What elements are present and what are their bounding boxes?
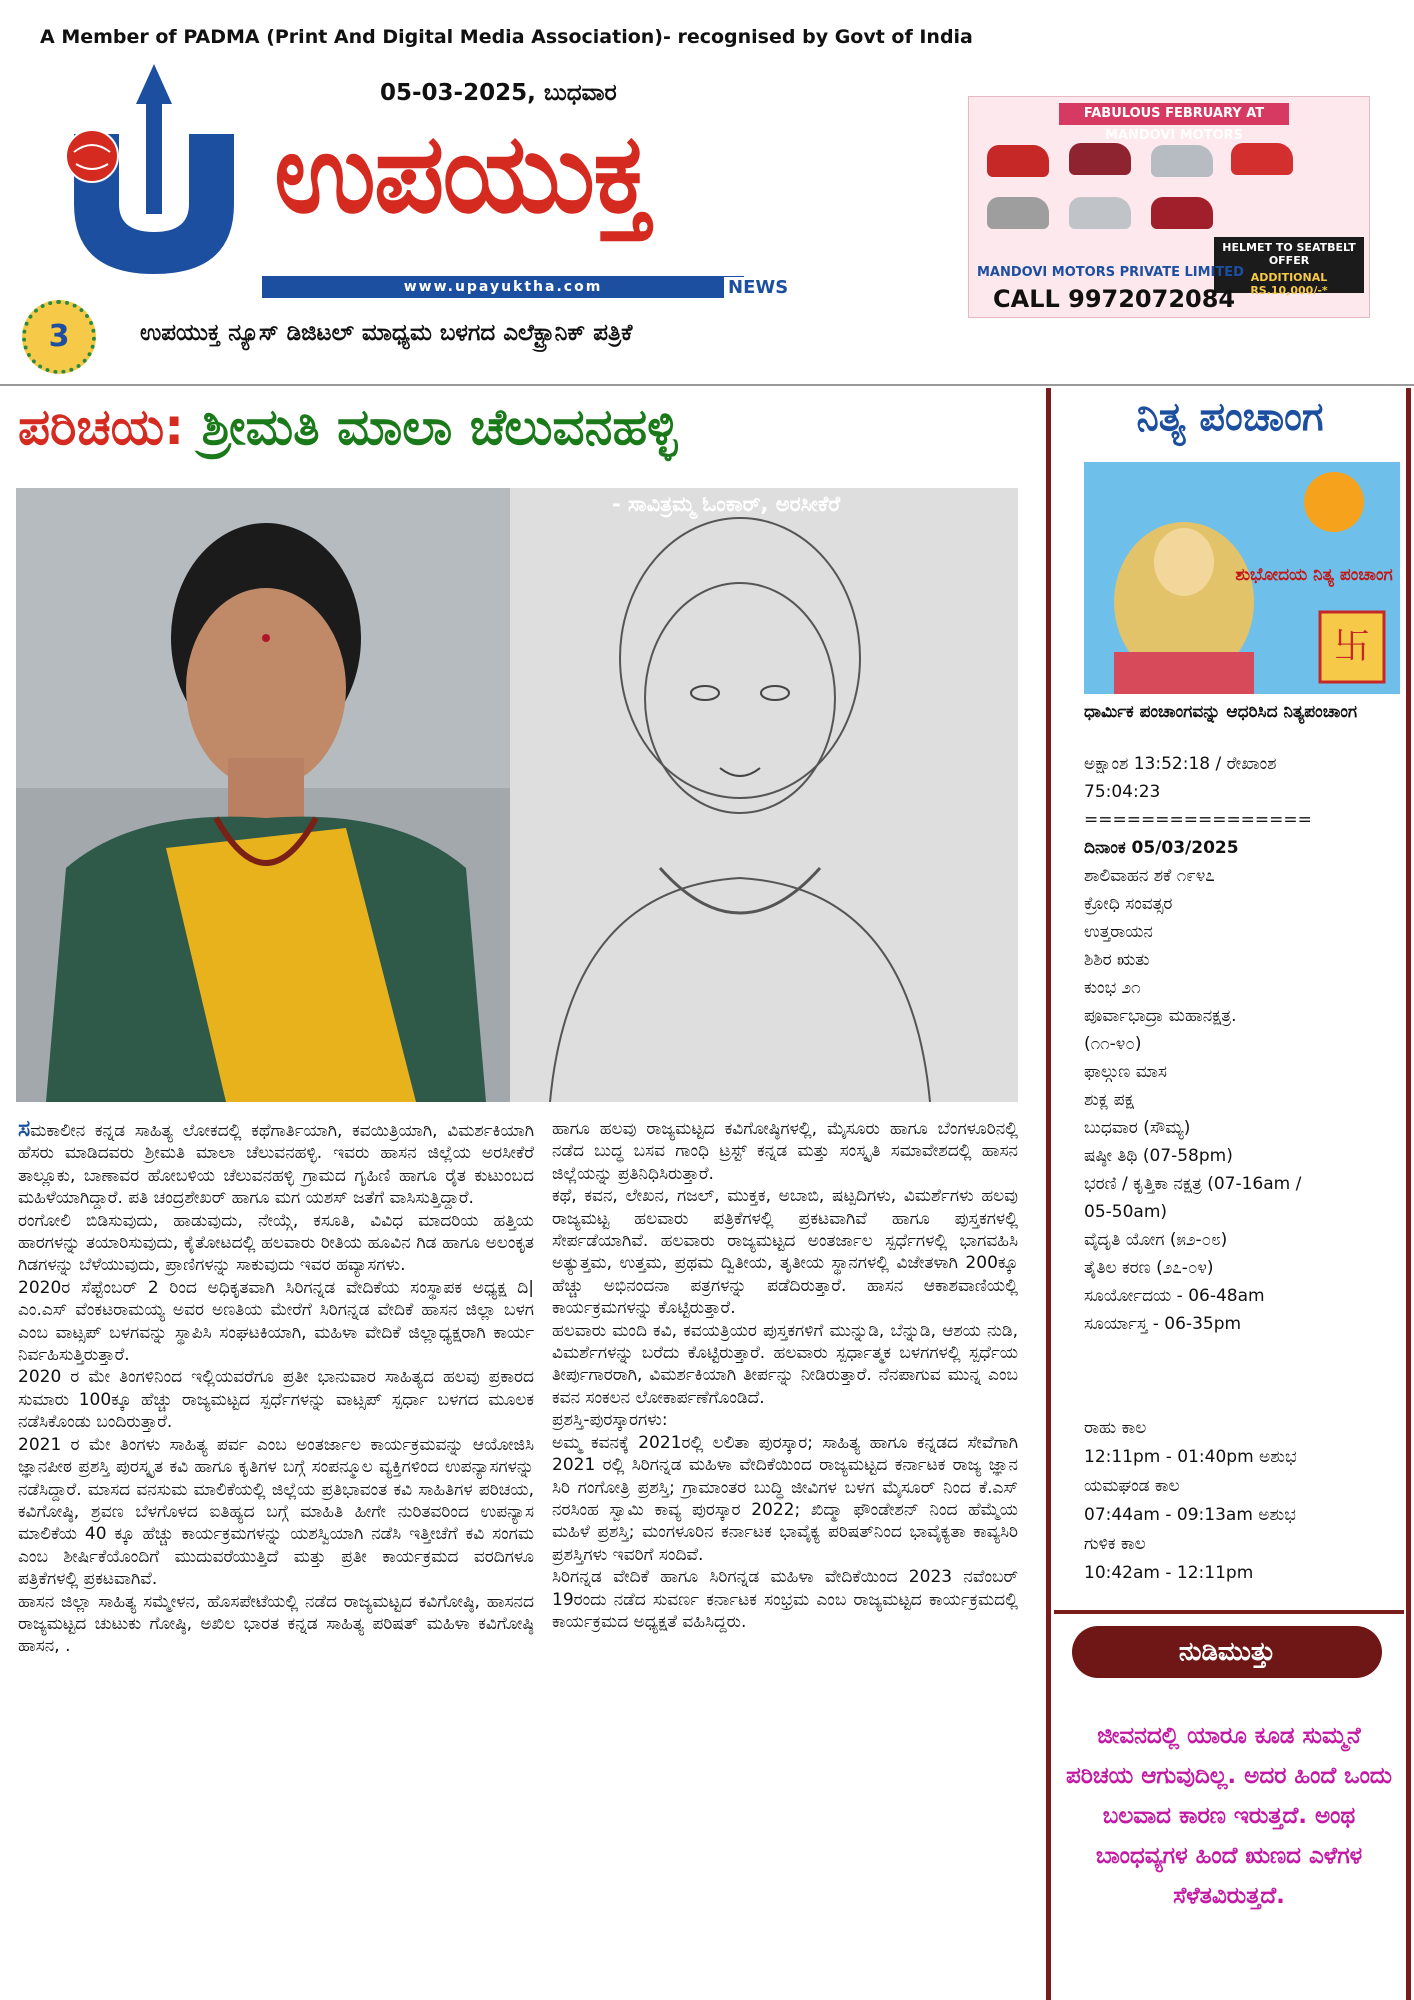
article-paragraph: ಹಾಸನ ಜಿಲ್ಲಾ ಸಾಹಿತ್ಯ ಸಮ್ಮೇಳನ, ಹೊಸಪೇಟೆಯಲ್ಲಿ ನಡೆದ ರಾಜ್ಯಮಟ್ಟದ ಕವಿಗೋಷ್ಠಿ, ಹಾಸನದ ರಾಜ್ಯಮಟ್ಟದ ಚುಟುಕು ಗೋಷ್ಠಿ, ಅಖಿಲ ಭಾರತ ಕನ್ನಡ ಸಾಹಿತ್ಯ ಪರಿಷತ್ ಮಹಿಳಾ ಕವಿಗೋಷ್ಠಿ ಹಾಸನ, .: [18, 1591, 534, 1657]
gulika-kala-label: ಗುಳಿಕ ಕಾಲ: [1084, 1534, 1146, 1554]
dealer-phone[interactable]: CALL 9972072084: [993, 285, 1236, 313]
helmet-offer-title: HELMET TO SEATBELT OFFER: [1222, 241, 1356, 267]
car-icon: [1069, 143, 1131, 175]
panchanga-title: ನಿತ್ಯ ಪಂಚಾಂಗ: [1136, 394, 1324, 440]
panchanga-image-caption: ಶುಭೋದಯ ನಿತ್ಯ ಪಂಚಾಂಗ: [1235, 565, 1393, 585]
article-column-left: [18, 1118, 534, 1658]
panchanga-line: ಭರಣಿ / ಕೃತ್ತಿಕಾ ನಕ್ಷತ್ರ (07-16am /: [1084, 1174, 1302, 1194]
masthead-tagline: ಉಪಯುಕ್ತ ನ್ಯೂಸ್ ಡಿಜಿಟಲ್ ಮಾಧ್ಯಮ ಬಳಗದ ಎಲೆಕ್ಟ್ರಾನಿಕ್ ಪತ್ರಿಕೆ: [140, 320, 633, 346]
panchanga-line: ಸೂರ್ಯೋದಯ - 06-48am: [1084, 1286, 1265, 1306]
header-divider: [0, 384, 1414, 386]
issue-date: 05-03-2025, ಬುಧವಾರ: [380, 80, 617, 106]
car-icon: [1069, 197, 1131, 229]
panchanga-line: ಶುಕ್ಲ ಪಕ್ಷ: [1084, 1090, 1134, 1110]
mandovi-motors-advertisement[interactable]: [968, 96, 1370, 318]
dealer-name: MANDOVI MOTORS PRIVATE LIMITED: [977, 265, 1244, 280]
article-paragraph: 2020 ರ ಮೇ ತಿಂಗಳಿನಿಂದ ಇಲ್ಲಿಯವರೆಗೂ ಪ್ರತೀ ಭಾನುವಾರ ಸಾಹಿತ್ಯದ ಹಲವು ಪ್ರಕಾರದ ಸುಮಾರು 100ಕ್ಕೂ ಹೆಚ್ಚು ರಾಜ್ಯಮಟ್ಟದ ಸ್ಪರ್ಧೆಗಳನ್ನು ವಾಟ್ಸಪ್ ಸ್ಪರ್ಧಾ ಬಳಗದ ಮೂಲಕ ನಡೆಸಿಕೊಂಡು ಬಂದಿರುತ್ತಾರೆ.: [18, 1367, 534, 1433]
inauspicious-times: [1084, 1414, 1394, 1588]
nudimuttu-label: ನುಡಿಮುತ್ತು: [1072, 1626, 1382, 1678]
panchanga-line: ಷಷ್ಠೀ ತಿಥಿ (07-58pm): [1084, 1146, 1233, 1166]
panchanga-date: ದಿನಾಂಕ 05/03/2025: [1084, 838, 1239, 858]
panchanga-line: ಬುಧವಾರ (ಸೌಮ್ಯ): [1084, 1118, 1191, 1138]
article-column-right: [552, 1118, 1018, 1633]
article-paragraph: ಸಿರಿಗನ್ನಡ ವೇದಿಕೆ ಹಾಗೂ ಸಿರಿಗನ್ನಡ ಮಹಿಳಾ ವೇದಿಕೆಯಿಂದ 2023 ನವೆಂಬರ್ 19ರಂದು ನಡೆದ ಸುವರ್ಣ ಕರ್ನಾಟಕ ಸಂಭ್ರಮ ಎಂಬ ರಾಜ್ಯಮಟ್ಟದ ಕಾರ್ಯಕ್ರಮದಲ್ಲಿ ಕಾರ್ಯಕ್ರಮದ ಅಧ್ಯಕ್ಷತೆ ವಹಿಸಿದ್ದರು.: [552, 1567, 1018, 1632]
panchanga-line: ವೈದೃತಿ ಯೋಗ (೫೨-೦೮): [1084, 1230, 1228, 1250]
panchanga-line: ಅಕ್ಷಾಂಶ 13:52:18 / ರೇಖಾಂಶ: [1084, 754, 1277, 774]
panchanga-line: 75:04:23: [1084, 782, 1161, 802]
article-paragraph: ಹಾಗೂ ಹಲವು ರಾಜ್ಯಮಟ್ಟದ ಕವಿಗೋಷ್ಠಿಗಳಲ್ಲಿ, ಮೈಸೂರು ಹಾಗೂ ಬೆಂಗಳೂರಿನಲ್ಲಿ ನಡೆದ ಬುದ್ಧ ಬಸವ ಗಾಂಧಿ ಟ್ರಸ್ಟ್ ಕನ್ನಡ ಮತ್ತು ಸಂಸ್ಕೃತಿ ಸಮಾವೇಶದಲ್ಲಿ ಹಾಸನ ಜಿಲ್ಲೆಯನ್ನು ಪ್ರತಿನಿಧಿಸಿರುತ್ತಾರೆ.: [552, 1119, 1018, 1184]
panchanga-line: 05-50am): [1084, 1202, 1168, 1222]
article-title-prefix: ಪರಿಚಯ:: [18, 398, 185, 456]
news-label: NEWS: [724, 277, 792, 298]
panchanga-line: ತೈತಿಲ ಕರಣ (೨೭-೦೪): [1084, 1258, 1214, 1278]
article-paragraph: ಕಥೆ, ಕವನ, ಲೇಖನ, ಗಜಲ್, ಮುಕ್ತಕ, ಅಬಾಬಿ, ಷಟ್ಪದಿಗಳು, ವಿಮರ್ಶೆಗಳು ಹಲವು ರಾಜ್ಯಮಟ್ಟ ಹಲವಾರು ಪತ್ರಿಕೆಗಳಲ್ಲಿ ಪ್ರಕಟವಾಗಿವೆ ಹಾಗೂ ಪುಸ್ತಕಗಳಲ್ಲಿ ಸೇರ್ಪಡೆಯಾಗಿವೆ. ಹಲವಾರು ರಾಜ್ಯಮಟ್ಟದ ಅಂತರ್ಜಾಲ ಸ್ಪರ್ಧೆಗಳಲ್ಲಿ ಭಾಗವಹಿಸಿ ಅತ್ಯುತ್ತಮ, ಉತ್ತಮ, ಪ್ರಥಮ ದ್ವಿತೀಯ, ತೃತೀಯ ಸ್ಥಾನಗಳಲ್ಲಿ ವಿಜೇತಳಾಗಿ 200ಕ್ಕೂ ಹೆಚ್ಚು ಅಭಿನಂದನಾ ಪತ್ರಗಳನ್ನು ಪಡೆದಿರುತ್ತಾರೆ. ಹಾಸನ ಆಕಾಶವಾಣಿಯಲ್ಲಿ ಕಾರ್ಯಕ್ರಮಗಳನ್ನು ಕೊಟ್ಟಿರುತ್ತಾರೆ.: [552, 1186, 1018, 1319]
panchanga-details: [1084, 750, 1394, 1338]
ganesha-illustration: [1084, 462, 1400, 694]
masthead-title: ಉಪಯುಕ್ತ: [274, 109, 651, 237]
panchanga-line: ಪೂರ್ವಾಭಾದ್ರಾ ಮಹಾನಕ್ಷತ್ರ.: [1084, 1006, 1237, 1026]
panchanga-line: ಶಿಶಿರ ಋತು: [1084, 950, 1150, 970]
article-paragraph: 2020ರ ಸೆಪ್ಟೆಂಬರ್ 2 ರಿಂದ ಅಧಿಕೃತವಾಗಿ ಸಿರಿಗನ್ನಡ ವೇದಿಕೆಯ ಸಂಸ್ಥಾಪಕ ಅಧ್ಯಕ್ಷ ದಿ| ಎಂ.ಎಸ್ ವೆಂಕಟರಾಮಯ್ಯ ಅವರ ಅಣತಿಯ ಮೇರೆಗೆ ಸಿರಿಗನ್ನಡ ವೇದಿಕೆ ಹಾಸನ ಜಿಲ್ಲಾ ಬಳಗ ಎಂಬ ವಾಟ್ಸಪ್ ಬಳಗವನ್ನು ಸ್ಥಾಪಿಸಿ ಸಂಘಟಕಿಯಾಗಿ, ಮಹಿಳಾ ವೇದಿಕೆ ಜಿಲ್ಲಾಧ್ಯಕ್ಷರಾಗಿ ಕಾರ್ಯ ನಿರ್ವಹಿಸುತ್ತಿರುತ್ತಾರೆ.: [18, 1277, 534, 1366]
author-sketch: [510, 488, 1018, 1102]
author-photo: [16, 488, 510, 1102]
panchanga-line: ಕುಂಭ ೨೧: [1084, 978, 1141, 998]
article-paragraph: [18, 1118, 534, 1210]
paragraph-text: ಮಕಾಲೀನ ಕನ್ನಡ ಸಾಹಿತ್ಯ ಲೋಕದಲ್ಲಿ ಕಥೆಗಾರ್ತಿಯಾಗಿ, ಕವಯಿತ್ರಿಯಾಗಿ, ವಿಮರ್ಶಕಿಯಾಗಿ ಹೆಸರು ಮಾಡಿದವರು ಶ್ರೀಮತಿ ಮಾಲಾ ಚೆಲುವನಹಳ್ಳಿ. ಇವರು ಹಾಸನ ಜಿಲ್ಲೆಯ ಅರಸೀಕೆರೆ ತಾಲ್ಲೂಕು, ಬಾಣಾವರ ಹೋಬಳಿಯ ಚೆಲುವನಹಳ್ಳಿ ಗ್ರಾಮದ ಗೃಹಿಣಿ ಹಾಗೂ ರೈತ ಕುಟುಂಬದ ಮಹಿಳೆಯಾಗಿದ್ದಾರೆ. ಪತಿ ಚಂದ್ರಶೇಖರ್ ಹಾಗೂ ಮಗ ಯಶಸ್ ಜತೆಗೆ ವಾಸಿಸುತ್ತಿದ್ದಾರೆ.: [18, 1121, 534, 1209]
rahu-kala-label: ರಾಹು ಕಾಲ: [1084, 1418, 1147, 1438]
article-byline: - ಸಾವಿತ್ರಮ್ಮ ಓಂಕಾರ್, ಅರಸೀಕೆರೆ: [612, 492, 841, 516]
yamaghanda-kala-label: ಯಮಘಂಡ ಕಾಲ: [1084, 1476, 1180, 1496]
pencil-sketch-illustration: [510, 488, 1018, 1102]
car-icon: [987, 197, 1049, 229]
upayuktha-u-logo-icon: [54, 64, 254, 284]
panchanga-line: ಸೂರ್ಯಾಸ್ತ - 06-35pm: [1084, 1314, 1242, 1334]
panchanga-ganesha-image: [1084, 462, 1400, 694]
article-title: [18, 398, 678, 457]
panchanga-line: ಉತ್ತರಾಯನ: [1084, 922, 1153, 942]
svg-text:卐: 卐: [1333, 626, 1371, 667]
panchanga-line: ಶಾಲಿವಾಹನ ಶಕೆ ೧೯೪೭: [1084, 866, 1215, 886]
yamaghanda-kala-time: 07:44am - 09:13am ಅಶುಭ: [1084, 1505, 1296, 1525]
panchanga-heading: ಧಾರ್ಮಿಕ ಪಂಚಾಂಗವನ್ನು ಆಧರಿಸಿದ ನಿತ್ಯಪಂಚಾಂಗ: [1084, 702, 1358, 722]
sidebar-border-right: [1406, 388, 1411, 2000]
page-number-badge: 3: [22, 300, 96, 374]
article-paragraph: 2021 ರ ಮೇ ತಿಂಗಳು ಸಾಹಿತ್ಯ ಪರ್ವ ಎಂಬ ಅಂತರ್ಜಾಲ ಕಾರ್ಯಕ್ರಮವನ್ನು ಆಯೋಜಿಸಿ ಜ್ಞಾನಪೀಠ ಪ್ರಶಸ್ತಿ ಪುರಸ್ಕೃತ ಕವಿ ಹಾಗೂ ಕೃತಿಗಳ ಬಗ್ಗೆ ಸಂಪನ್ಮೂಲ ವ್ಯಕ್ತಿಗಳಿಂದ ಉಪನ್ಯಾಸಗಳನ್ನು ನಡೆಸಿದ್ದಾರೆ. ಮಾಸದ ವನಸುಮ ಮಾಲಿಕೆಯಲ್ಲಿ ಜಿಲ್ಲೆಯ ಪ್ರತಿಭಾವಂತ ಕವಿ ಸಾಹಿತಿಗಳ ಪರಿಚಯ, ಕವಿಗೋಷ್ಠಿ, ಶ್ರವಣ ಬೆಳಗೊಳದ ಐತಿಹ್ಯದ ಬಗ್ಗೆ ಮಾಹಿತಿ ಹೀಗೇ ನುರಿತವರಿಂದ ಉಪನ್ಯಾಸ ಮಾಲಿಕೆಯ 40 ಕ್ಕೂ ಹೆಚ್ಚು ಕಾರ್ಯಕ್ರಮಗಳನ್ನು ಯಶಸ್ವಿಯಾಗಿ ನಡೆಸಿ ಇತ್ತೀಚೆಗೆ ಕವಿ ಸಂಗಮ ಎಂಬ ಶೀರ್ಷಿಕೆಯೊಂದಿಗೆ ಮುದುವರೆಯುತ್ತಿದೆ ಮತ್ತು ಪ್ರತೀ ಕಾರ್ಯಕ್ರಮದ ವರದಿಗಳೂ ಪತ್ರಿಕೆಗಳಲ್ಲಿ ಪ್ರಕಟವಾಗಿವೆ.: [18, 1434, 534, 1590]
car-icon: [1151, 145, 1213, 177]
helmet-offer-detail: ADDITIONAL RS.10,000/-*: [1250, 271, 1328, 297]
car-icon: [1231, 143, 1293, 175]
ad-banner-title: FABULOUS FEBRUARY AT MANDOVI MOTORS: [1059, 103, 1289, 125]
article-paragraph: ಅಮ್ಮ ಕವನಕ್ಕೆ 2021ರಲ್ಲಿ ಲಲಿತಾ ಪುರಸ್ಕಾರ; ಸಾಹಿತ್ಯ ಹಾಗೂ ಕನ್ನಡದ ಸೇವೆಗಾಗಿ 2021 ರಲ್ಲಿ ಸಿರಿಗನ್ನಡ ಮಹಿಳಾ ವೇದಿಕೆಯಿಂದ ರಾಜ್ಯಮಟ್ಟದ ಕರ್ನಾಟಕ ರಾಜ್ಯ ಜ್ಞಾನ ಸಿರಿ ಗಂಗೋತ್ರಿ ಪ್ರಶಸ್ತಿ; ಗ್ರಾಮಾಂತರ ಬುದ್ಧಿ ಜೀವಿಗಳ ಬಳಗ ಮೈಸೂರ್ ನಿಂದ ಕೆ.ಎಸ್ ನರಸಿಂಹ ಸ್ವಾಮಿ ಕಾವ್ಯ ಪುರಸ್ಕಾರ 2022; ಖಿದ್ಮಾ ಫೌಂಡೇಶನ್ ನಿಂದ ಹೆಮ್ಮೆಯ ಮಹಿಳೆ ಪ್ರಶಸ್ತಿ; ಮಂಗಳೂರಿನ ಕರ್ನಾಟಕ ಭಾವೈಕ್ಯ ಪರಿಷತ್‌ನಿಂದ ಭಾವೈಕ್ಯತಾ ಕಾವ್ಯಸಿರಿ ಪ್ರಶಸ್ತಿಗಳು ಇವರಿಗೆ ಸಂದಿವೆ.: [552, 1432, 1018, 1565]
rahu-kala-time: 12:11pm - 01:40pm ಅಶುಭ: [1084, 1447, 1297, 1467]
sidebar-divider: [1054, 1610, 1404, 1614]
article-paragraph: ಹಲವಾರು ಮಂದಿ ಕವಿ, ಕವಯತ್ರಿಯರ ಪುಸ್ತಕಗಳಿಗೆ ಮುನ್ನುಡಿ, ಬೆನ್ನುಡಿ, ಆಶಯ ನುಡಿ, ವಿಮರ್ಶೆಗಳನ್ನು ಬರೆದು ಕೊಟ್ಟಿರುತ್ತಾರೆ. ಹಲವಾರು ಸ್ಪರ್ಧಾತ್ಮಕ ಬಳಗಗಳಲ್ಲಿ ಸ್ಪರ್ಧೆಯ ತೀರ್ಪುಗಾರರಾಗಿ, ವಿಮರ್ಶಕಿಯಾಗಿ ತೀರ್ಪನ್ನು ನೀಡಿರುತ್ತಾರೆ. ನೆನಪಾಗುವ ಮುನ್ನ ಎಂಬ ಕವನ ಸಂಕಲನ ಲೋಕಾರ್ಪಣೆಗೊಂಡಿದೆ.: [552, 1320, 1018, 1408]
padma-membership-line: A Member of PADMA (Print And Digital Media Association)- recognised by Govt of India: [40, 26, 973, 48]
drop-cap: ಸ: [18, 1116, 31, 1142]
gulika-kala-time: 10:42am - 12:11pm: [1084, 1563, 1254, 1583]
car-icon: [987, 145, 1049, 177]
panchanga-line: ಫಾಲ್ಗುಣ ಮಾಸ: [1084, 1062, 1167, 1082]
panchanga-line: (೧೧-೪೦): [1084, 1034, 1142, 1054]
website-url[interactable]: www.upayuktha.com: [262, 276, 744, 298]
nudimuttu-quote: ಜೀವನದಲ್ಲಿ ಯಾರೂ ಕೂಡ ಸುಮ್ಮನೆ ಪರಿಚಯ ಆಗುವುದಿಲ್ಲ. ಅದರ ಹಿಂದೆ ಒಂದು ಬಲವಾದ ಕಾರಣ ಇರುತ್ತದೆ. ಅಂಥ ಬಾಂಧವ್ಯಗಳ ಹಿಂದೆ ಋಣದ ಎಳೆಗಳ ಸೆಳೆತವಿರುತ್ತದೆ.: [1066, 1723, 1392, 1909]
panchanga-line: ಕ್ರೋಧಿ ಸಂವತ್ಸರ: [1084, 894, 1173, 914]
article-paragraph: ರಂಗೋಲಿ ಬಿಡಿಸುವುದು, ಹಾಡುವುದು, ನೇಯ್ಗೆ, ಕಸೂತಿ, ವಿವಿಧ ಮಾದರಿಯ ಹತ್ತಿಯ ಹಾರಗಳನ್ನು ತಯಾರಿಸುವುದು, ಕೈತೋಟದಲ್ಲಿ ಹಲವಾರು ರೀತಿಯ ಹೂವಿನ ಗಿಡ ಹಾಗೂ ಅಲಂಕೃತ ಗಿಡಗಳನ್ನು ಬೆಳೆಯುವುದು, ಪ್ರಾಣಿಗಳನ್ನು ಸಾಕುವುದು ಇವರ ಹವ್ಯಾಸಗಳು.: [18, 1210, 534, 1276]
author-photo-illustration: [16, 488, 510, 1102]
article-subheading: ಪ್ರಶಸ್ತಿ-ಪುರಸ್ಕಾರಗಳು:: [552, 1410, 668, 1431]
sidebar-border-left: [1046, 388, 1051, 2000]
panchanga-line: ================: [1084, 810, 1312, 830]
article-title-name: ಶ್ರೀಮತಿ ಮಾಲಾ ಚೆಲುವನಹಳ್ಳಿ: [201, 398, 678, 456]
car-icon: [1151, 197, 1213, 229]
